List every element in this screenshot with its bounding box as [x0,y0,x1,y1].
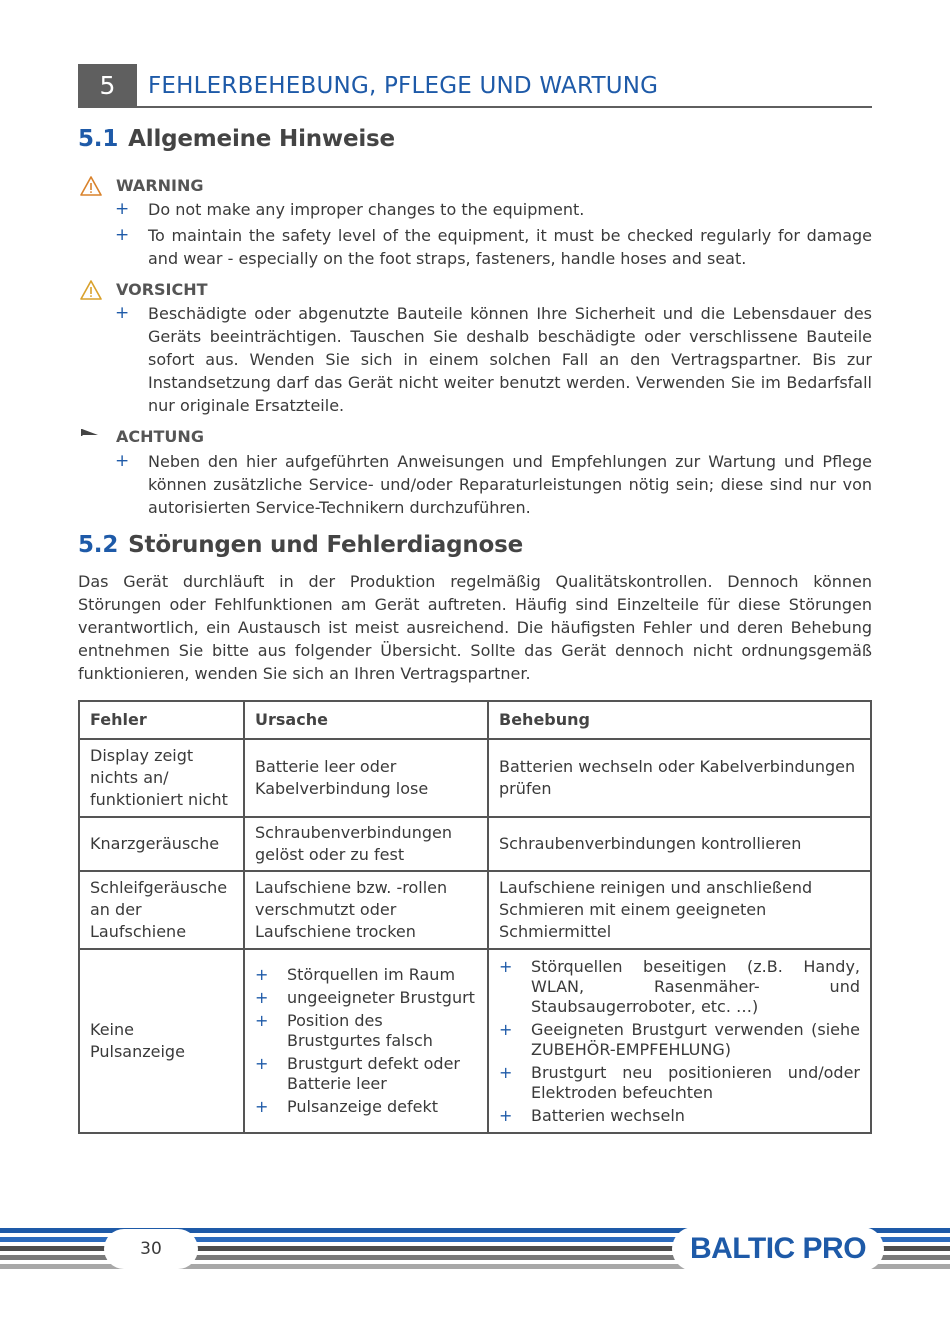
plus-icon: + [115,451,130,471]
header-fehler: Fehler [79,701,244,739]
cell-behebung: Laufschiene reinigen und anschließend Schmieren mit einem geeigneten Schmiermittel [488,871,871,949]
plus-icon: + [255,1011,269,1030]
cell-ursache [244,949,488,1133]
table-row [79,739,871,817]
section-title: Störungen und Fehlerdiagnose [128,532,524,558]
table-row [79,871,871,949]
cell-behebung [488,949,871,1133]
list-item [499,1106,860,1126]
plus-icon: + [499,1062,513,1082]
header-ursache: Ursache [244,701,488,739]
plus-icon: + [255,1097,269,1116]
list-item-text: Pulsanzeige defekt [287,1097,439,1116]
list-item [255,1011,477,1051]
list-item-text: Batterien wechseln [531,1105,685,1125]
vorsicht-title: VORSICHT [116,280,208,299]
cell-ursache: Batterie leer oder Kabelverbindung lose [244,739,488,817]
section-heading-5-2 [78,532,523,558]
cell-behebung: Schraubenverbindungen kontrollieren [488,817,871,871]
chapter-title: FEHLERBEHEBUNG, PFLEGE UND WARTUNG [148,72,659,99]
warning-item: To maintain the safety level of the equipment, it must be checked regularly for damage and wear - especially on the foot straps, fasteners, handle hoses and seat. [148,226,872,268]
vorsicht-item: Beschädigte oder abgenutzte Bauteile können Ihre Sicherheit und die Lebensdauer des Geräts beeinträchtigen. Tauschen Sie deshalb beschädigte oder verschlissene Bauteile sofort aus. Wenden Sie sich in einem solchen Fall an den Vertragspartner. Bis zur Instandsetzung darf das Gerät nicht weiter benutzt werden. Verwenden Sie im Bedarfsfall nur originale Ersatzteile. [148,304,872,415]
cell-ursache: Laufschiene bzw. -rollen verschmutzt oder Laufschiene trocken [244,871,488,949]
list-item [499,957,860,1017]
list-item [255,965,477,985]
ursache-list [255,965,477,1117]
cell-fehler: Knarzgeräusche [79,817,244,871]
cell-fehler: Keine Pulsanzeige [79,949,244,1133]
plus-icon: + [115,199,130,219]
diagnosis-table [78,700,872,1134]
list-item-text: ungeeigneter Brustgurt [287,988,475,1007]
list-item-text: Geeigneten Brustgurt verwenden (siehe ZUBEHÖR-EMPFEHLUNG) [531,1019,860,1059]
table-header-row [79,701,871,739]
plus-icon: + [115,225,130,245]
header-behebung: Behebung [488,701,871,739]
section-heading-5-1 [78,126,395,152]
list-item-text: Brustgurt defekt oder Batterie leer [287,1054,461,1093]
cell-ursache: Schraubenverbindungen gelöst oder zu fest [244,817,488,871]
table-row [79,949,871,1133]
warning-triangle-icon [80,176,102,196]
cell-fehler: Display zeigt nichts an/ funktioniert nicht [79,739,244,817]
achtung-item: Neben den hier aufgeführten Anweisungen und Empfehlungen zur Wartung und Pflege können zusätzliche Service- und/oder Reparaturleistungen nötig sein; diese sind nur von autorisierten Service-Technikern durchzuführen. [148,452,872,517]
section-number: 5.1 [78,126,119,152]
table-row [79,817,871,871]
caution-triangle-icon [80,280,102,300]
plus-icon: + [499,1105,513,1125]
plus-icon: + [255,1054,269,1073]
list-item [499,1020,860,1060]
arrow-flag-icon [80,428,100,442]
list-item-text: Störquellen beseitigen (z.B. Handy, WLAN, Rasenmäher- und Staubsaugerroboter, etc. …) [531,956,860,1016]
list-item-text: Störquellen im Raum [287,965,456,984]
list-item [255,1097,477,1117]
plus-icon: + [499,956,513,976]
plus-icon: + [255,988,269,1007]
page-number: 30 [104,1229,198,1269]
plus-icon: + [115,303,130,323]
list-item [255,1054,477,1094]
intro-paragraph: Das Gerät durchläuft in der Produktion regelmäßig Qualitätskontrollen. Dennoch können Störungen oder Fehlfunktionen am Gerät auftreten. Häufig sind Einzelteile für diese Störungen verantwortlich, ein Austausch ist meist ausreichend. Die häufigsten Fehler und deren Behebung entnehmen Sie bitte aus folgender Übersicht. Sollte das Gerät dennoch nicht ordnungsgemäß funktionieren, wenden Sie sich an Ihren Vertragspartner. [78,572,872,683]
list-item [255,988,477,1008]
chapter-number: 5 [78,64,137,107]
section-number: 5.2 [78,532,119,558]
list-item-text: Position des Brustgurtes falsch [287,1011,433,1050]
cell-fehler: Schleifgeräusche an der Laufschiene [79,871,244,949]
behebung-list [499,957,860,1126]
list-item [499,1063,860,1103]
section-title: Allgemeine Hinweise [128,126,395,152]
list-item-text: Brustgurt neu positionieren und/oder Elektroden befeuchten [531,1062,860,1102]
plus-icon: + [499,1019,513,1039]
warning-title: WARNING [116,176,204,195]
cell-behebung: Batterien wechseln oder Kabelverbindungen prüfen [488,739,871,817]
plus-icon: + [255,965,269,984]
brand-logo: BALTIC PRO [672,1227,884,1271]
warning-item: Do not make any improper changes to the equipment. [148,200,585,219]
chapter-divider [78,106,872,108]
achtung-title: ACHTUNG [116,427,204,446]
